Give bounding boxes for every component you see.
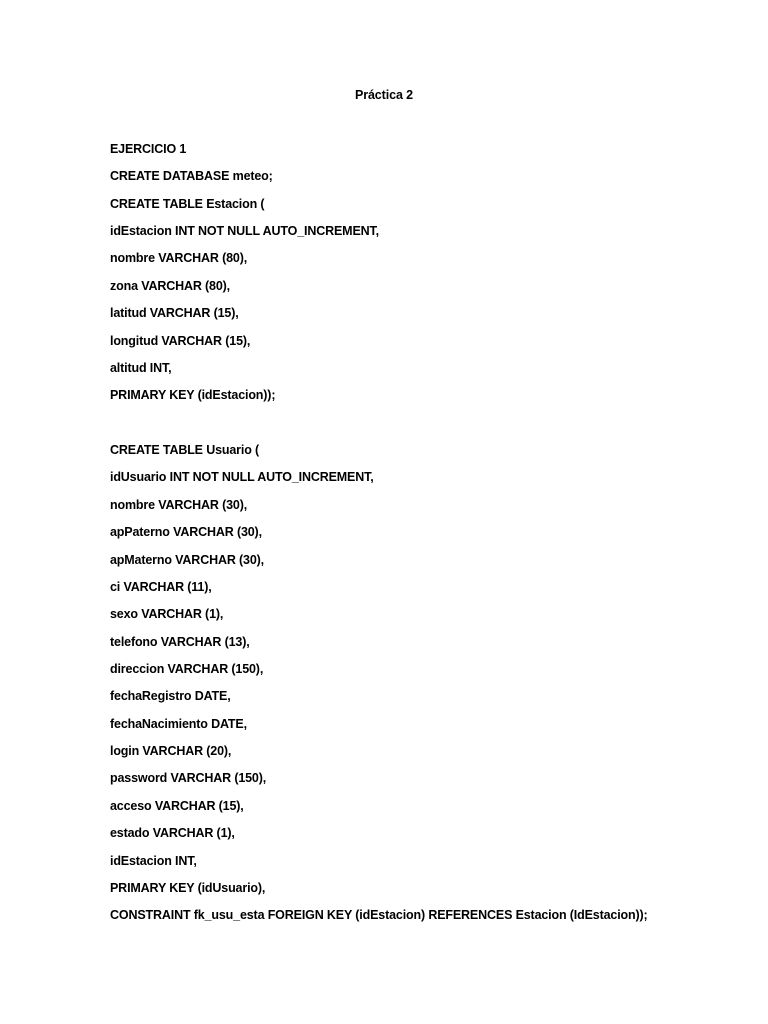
sql-line: telefono VARCHAR (13), <box>110 635 250 649</box>
sql-line: sexo VARCHAR (1), <box>110 607 224 621</box>
sql-line: direccion VARCHAR (150), <box>110 662 264 676</box>
sql-line: latitud VARCHAR (15), <box>110 306 239 320</box>
sql-line: estado VARCHAR (1), <box>110 826 235 840</box>
sql-line: apPaterno VARCHAR (30), <box>110 525 262 539</box>
sql-line: altitud INT, <box>110 361 172 375</box>
document-title: Práctica 2 <box>354 88 414 102</box>
sql-line: ci VARCHAR (11), <box>110 580 212 594</box>
sql-line: acceso VARCHAR (15), <box>110 799 244 813</box>
sql-line: nombre VARCHAR (80), <box>110 251 248 265</box>
sql-line: PRIMARY KEY (idUsuario), <box>110 881 266 895</box>
sql-line: fechaRegistro DATE, <box>110 689 231 703</box>
sql-line: zona VARCHAR (80), <box>110 279 230 293</box>
sql-line: idUsuario INT NOT NULL AUTO_INCREMENT, <box>110 470 374 484</box>
sql-line: password VARCHAR (150), <box>110 771 267 785</box>
sql-line: CONSTRAINT fk_usu_esta FOREIGN KEY (idEstacion) REFERENCES Estacion (IdEstacion)); <box>110 908 648 922</box>
sql-line: idEstacion INT, <box>110 854 197 868</box>
sql-line: fechaNacimiento DATE, <box>110 717 247 731</box>
sql-line: CREATE TABLE Usuario ( <box>110 443 260 457</box>
sql-line: login VARCHAR (20), <box>110 744 232 758</box>
sql-line: CREATE TABLE Estacion ( <box>110 197 265 211</box>
sql-line: longitud VARCHAR (15), <box>110 334 251 348</box>
sql-line: nombre VARCHAR (30), <box>110 498 248 512</box>
sql-line: idEstacion INT NOT NULL AUTO_INCREMENT, <box>110 224 379 238</box>
sql-line: apMaterno VARCHAR (30), <box>110 553 264 567</box>
sql-line: PRIMARY KEY (idEstacion)); <box>110 388 276 402</box>
sql-line: CREATE DATABASE meteo; <box>110 169 273 183</box>
section-heading: EJERCICIO 1 <box>110 142 187 156</box>
